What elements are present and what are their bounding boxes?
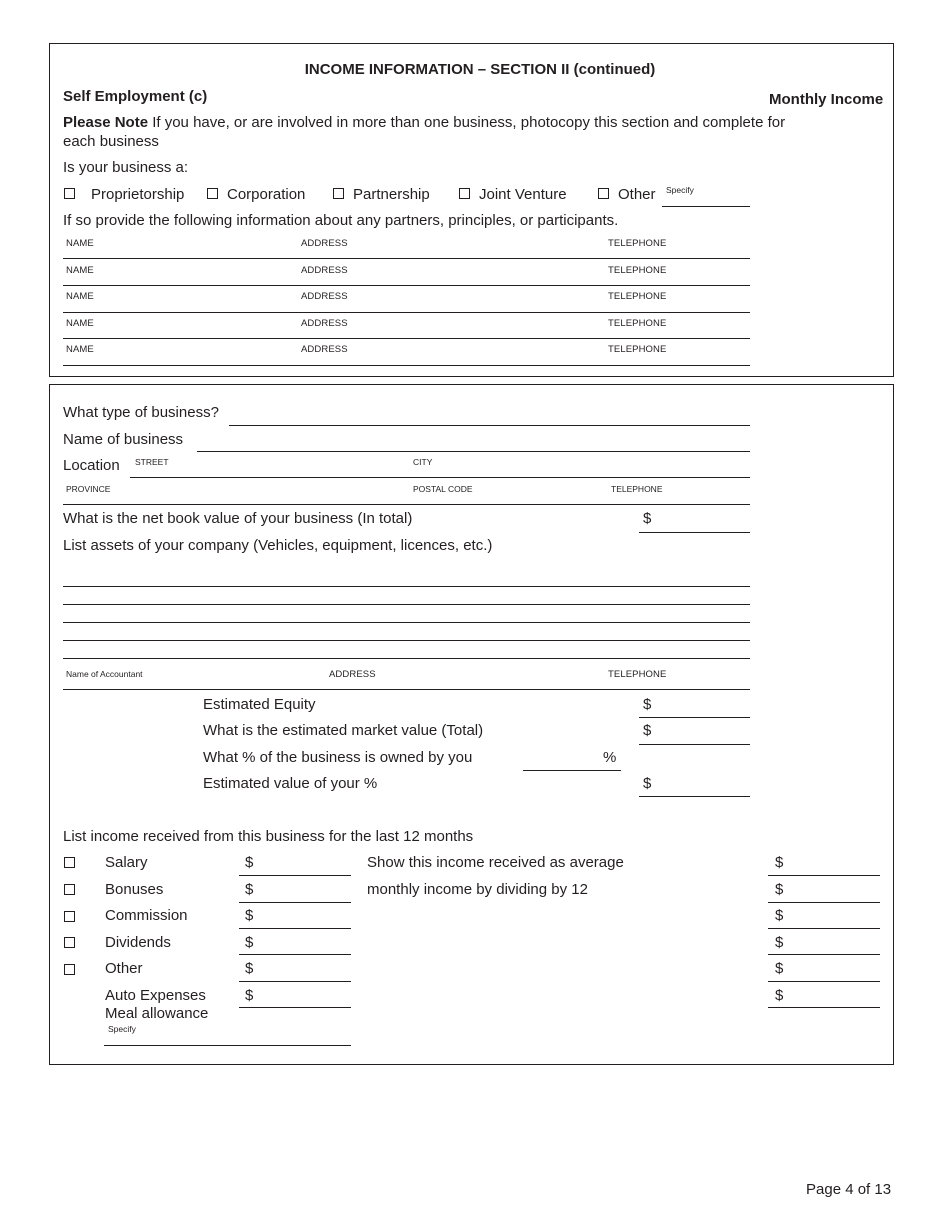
other-label: Other [618,186,656,203]
partner-row-line [63,258,750,259]
commission-amount-field[interactable] [257,906,351,928]
business-telephone-field[interactable] [608,481,750,504]
other-income-amount-line [239,981,351,982]
commission-monthly-currency: $ [775,907,784,924]
meal-allowance-specify-field[interactable] [104,1023,351,1045]
postal-code-label: POSTAL CODE [413,484,473,494]
business-type-label: What type of business? [63,404,219,421]
bonuses-currency: $ [245,881,254,898]
salary-amount-field[interactable] [257,853,351,875]
city-label: CITY [413,457,433,467]
please-note-body: If you have, or are involved in more than one business, photocopy this section and complete for [148,114,786,131]
city-field[interactable] [410,455,750,477]
value-of-percent-currency: $ [643,775,652,792]
partner-telephone-label: TELEPHONE [608,344,667,355]
value-of-percent-label: Estimated value of your % [203,775,378,792]
auto-expenses-label: Auto Expenses [105,987,206,1004]
bonuses-label: Bonuses [105,881,164,898]
auto-expenses-monthly-field[interactable] [787,986,880,1008]
partner-name-label: NAME [66,344,94,355]
please-note-text [63,114,785,132]
partner-row[interactable] [63,313,750,339]
market-value-line [639,744,750,745]
business-type-question: Is your business a: [63,159,189,176]
corporation-label: Corporation [227,186,306,203]
assets-line [63,640,750,641]
province-line [63,504,750,505]
partner-address-label: ADDRESS [301,318,348,329]
other-income-amount-field[interactable] [257,959,351,981]
ownership-percent-line [523,770,621,771]
estimated-equity-field[interactable] [655,695,750,717]
estimated-equity-currency: $ [643,696,652,713]
estimated-equity-line [639,717,750,718]
net-book-value-label: What is the net book value of your business (In total) [63,510,413,527]
percent-symbol: % [603,749,617,766]
partner-name-label: NAME [66,318,94,329]
salary-currency: $ [245,854,254,871]
market-value-currency: $ [643,722,652,739]
joint-venture-label: Joint Venture [479,186,567,203]
other-specify-label: Specify [666,185,694,195]
partner-telephone-label: TELEPHONE [608,291,667,302]
salary-amount-line [239,875,351,876]
partner-row[interactable] [63,233,750,259]
ownership-percent-label: What % of the business is owned by you [203,749,473,766]
corporation-checkbox[interactable] [207,188,218,199]
commission-amount-line [239,928,351,929]
assets-line [63,658,750,659]
income-row-commission [0,905,950,931]
partner-name-label: NAME [66,238,94,249]
income-row-salary [0,852,950,878]
proprietorship-checkbox[interactable] [64,188,75,199]
other-specify-field[interactable] [662,184,750,206]
market-value-label: What is the estimated market value (Total) [203,722,484,739]
dividends-label: Dividends [105,934,171,951]
partnership-label: Partnership [353,186,430,203]
monthly-income-heading: Monthly Income [769,91,884,108]
income-row-other [0,958,950,984]
partner-telephone-label: TELEPHONE [608,318,667,329]
auto-expenses-amount-field[interactable] [257,986,351,1008]
postal-code-field[interactable] [410,481,606,504]
assets-line [63,604,750,605]
assets-field[interactable] [63,560,750,659]
salary-monthly-field[interactable] [787,853,880,875]
accountant-telephone-field[interactable] [605,664,750,689]
estimated-equity-label: Estimated Equity [203,696,316,713]
accountant-line [63,689,750,690]
other-income-monthly-line [768,981,880,982]
auto-expenses-currency: $ [245,987,254,1004]
auto-expenses-amount-line [239,1007,351,1008]
partner-telephone-label: TELEPHONE [608,238,667,249]
partner-name-label: NAME [66,265,94,276]
accountant-name-label: Name of Accountant [66,669,143,679]
proprietorship-label: Proprietorship [91,186,185,203]
page-number: Page 4 of 13 [806,1181,892,1198]
average-income-note: Show this income received as average [367,854,624,871]
commission-monthly-field[interactable] [787,906,880,928]
partner-row[interactable] [63,260,750,286]
bonuses-monthly-line [768,902,880,903]
please-note-text-cont: each business [63,133,159,150]
please-note-label: Please Note [63,114,149,131]
assets-prompt: List assets of your company (Vehicles, equipment, licences, etc.) [63,537,493,554]
assets-line [63,622,750,623]
meal-allowance-specify-label: Specify [108,1024,136,1034]
value-of-percent-line [639,796,750,797]
partner-address-label: ADDRESS [301,344,348,355]
dividends-monthly-currency: $ [775,934,784,951]
bonuses-checkbox[interactable] [64,884,75,895]
section-subtitle: Self Employment (c) [63,88,208,105]
dividends-monthly-field[interactable] [787,933,880,955]
ownership-percent-field[interactable] [523,748,601,770]
partner-row[interactable] [63,286,750,312]
auto-expenses-monthly-line [768,1007,880,1008]
other-income-currency: $ [245,960,254,977]
street-field[interactable] [130,455,410,477]
bonuses-amount-field[interactable] [257,880,351,902]
dividends-amount-field[interactable] [257,933,351,955]
partner-row-line [63,365,750,366]
partner-address-label: ADDRESS [301,238,348,249]
joint-venture-checkbox[interactable] [459,188,470,199]
commission-monthly-line [768,928,880,929]
business-type-line [229,425,750,426]
average-income-note-cont: monthly income by dividing by 12 [367,881,588,898]
partner-row[interactable] [63,339,750,365]
salary-monthly-line [768,875,880,876]
partners-prompt: If so provide the following information about any partners, principles, or participants. [63,212,619,229]
commission-checkbox[interactable] [64,911,75,922]
other-income-monthly-field[interactable] [787,959,880,981]
meal-allowance-label: Meal allowance [105,1005,209,1022]
dividends-currency: $ [245,934,254,951]
accountant-name-field[interactable] [63,664,325,689]
salary-monthly-currency: $ [775,854,784,871]
net-book-value-currency: $ [643,510,652,527]
other-checkbox[interactable] [598,188,609,199]
location-line [130,477,750,478]
partner-address-label: ADDRESS [301,291,348,302]
dividends-amount-line [239,954,351,955]
income-list-prompt: List income received from this business for the last 12 months [63,828,474,845]
meal-allowance-specify-line [104,1045,351,1046]
street-label: STREET [135,457,169,467]
accountant-address-field[interactable] [326,664,604,689]
net-book-value-field[interactable] [655,510,750,532]
partner-telephone-label: TELEPHONE [608,265,667,276]
value-of-percent-field[interactable] [655,774,750,796]
business-name-line [197,451,750,452]
other-income-monthly-currency: $ [775,960,784,977]
business-telephone-label: TELEPHONE [611,484,663,494]
assets-line [63,586,750,587]
business-name-label: Name of business [63,431,184,448]
dividends-monthly-line [768,954,880,955]
salary-label: Salary [105,854,148,871]
commission-currency: $ [245,907,254,924]
business-type-field[interactable] [229,404,750,425]
dividends-checkbox[interactable] [64,937,75,948]
partner-name-label: NAME [66,291,94,302]
province-field[interactable] [63,481,408,504]
income-row-dividends [0,932,950,958]
salary-checkbox[interactable] [64,857,75,868]
auto-expenses-monthly-currency: $ [775,987,784,1004]
other-income-label: Other [105,960,143,977]
partner-address-label: ADDRESS [301,265,348,276]
accountant-address-label: ADDRESS [329,669,376,680]
business-name-field[interactable] [197,430,750,451]
partnership-checkbox[interactable] [333,188,344,199]
section-title: INCOME INFORMATION – SECTION II (continued) [304,61,656,78]
location-label: Location [63,457,120,474]
net-book-value-line [639,532,750,533]
other-income-checkbox[interactable] [64,964,75,975]
province-label: PROVINCE [66,484,111,494]
commission-label: Commission [105,907,188,924]
bonuses-monthly-currency: $ [775,881,784,898]
bonuses-amount-line [239,902,351,903]
market-value-field[interactable] [655,721,750,743]
other-specify-line [662,206,750,207]
income-row-bonuses [0,879,950,905]
bonuses-monthly-field[interactable] [787,880,880,902]
accountant-telephone-label: TELEPHONE [608,669,667,680]
